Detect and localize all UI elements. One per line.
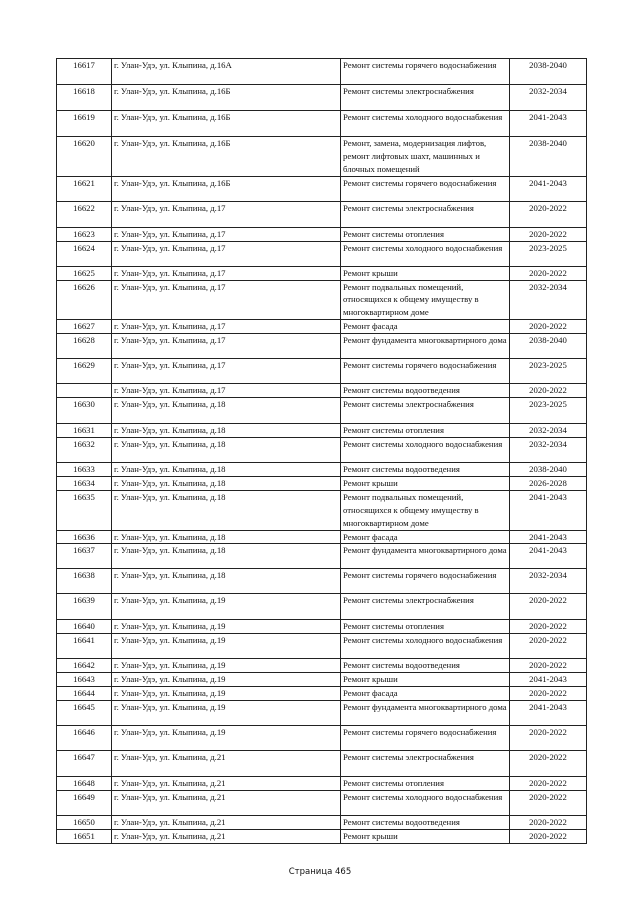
period-cell: 2041-2043	[510, 544, 587, 569]
work-type-cell: Ремонт системы отопления	[341, 777, 510, 791]
work-type-cell: Ремонт, замена, модернизация лифтов, ремонт лифтовых шахт, машинных и блочных помещений	[341, 137, 510, 177]
address-cell: г. Улан-Удэ, ул. Клыпина, д.19	[112, 659, 341, 673]
period-cell: 2041-2043	[510, 111, 587, 137]
address-cell: г. Улан-Удэ, ул. Клыпина, д.17	[112, 359, 341, 384]
period-cell: 2032-2034	[510, 85, 587, 111]
table-row	[57, 241, 587, 266]
period-cell: 2026-2028	[510, 476, 587, 490]
row-number: 16634	[57, 476, 112, 490]
period-cell: 2023-2025	[510, 241, 587, 266]
work-type-cell: Ремонт подвальных помещений, относящихся к общему имуществу в многоквартирном доме	[341, 490, 510, 530]
work-type-cell: Ремонт системы водоотведения	[341, 659, 510, 673]
address-cell: г. Улан-Удэ, ул. Клыпина, д.19	[112, 673, 341, 687]
period-cell: 2041-2043	[510, 176, 587, 201]
work-type-cell: Ремонт системы электроснабжения	[341, 751, 510, 777]
row-number: 16630	[57, 398, 112, 424]
row-number: 16637	[57, 544, 112, 569]
table-row	[57, 359, 587, 384]
work-type-cell: Ремонт фундамента многоквартирного дома	[341, 544, 510, 569]
work-type-cell: Ремонт системы отопления	[341, 620, 510, 634]
address-cell: г. Улан-Удэ, ул. Клыпина, д.16А	[112, 59, 341, 85]
row-number: 16617	[57, 59, 112, 85]
address-cell: г. Улан-Удэ, ул. Клыпина, д.19	[112, 620, 341, 634]
work-type-cell: Ремонт системы электроснабжения	[341, 201, 510, 227]
period-cell: 2032-2034	[510, 424, 587, 438]
period-cell: 2020-2022	[510, 320, 587, 334]
period-cell: 2020-2022	[510, 659, 587, 673]
table-row	[57, 476, 587, 490]
work-type-cell: Ремонт системы электроснабжения	[341, 594, 510, 620]
address-cell: г. Улан-Удэ, ул. Клыпина, д.16Б	[112, 85, 341, 111]
address-cell: г. Улан-Удэ, ул. Клыпина, д.19	[112, 634, 341, 659]
period-cell: 2020-2022	[510, 777, 587, 791]
table-row	[57, 751, 587, 777]
address-cell: г. Улан-Удэ, ул. Клыпина, д.21	[112, 777, 341, 791]
row-number: 16645	[57, 701, 112, 726]
row-number: 16628	[57, 334, 112, 359]
work-type-cell: Ремонт фундамента многоквартирного дома	[341, 334, 510, 359]
address-cell: г. Улан-Удэ, ул. Клыпина, д.18	[112, 490, 341, 530]
period-cell: 2020-2022	[510, 594, 587, 620]
row-number: 16621	[57, 176, 112, 201]
address-cell: г. Улан-Удэ, ул. Клыпина, д.18	[112, 437, 341, 462]
period-cell: 2023-2025	[510, 398, 587, 424]
work-type-cell: Ремонт системы водоотведения	[341, 384, 510, 398]
table-row	[57, 620, 587, 634]
period-cell: 2041-2043	[510, 701, 587, 726]
row-number: 16638	[57, 569, 112, 594]
work-type-cell: Ремонт системы электроснабжения	[341, 398, 510, 424]
table-row	[57, 701, 587, 726]
table-row	[57, 266, 587, 280]
address-cell: г. Улан-Удэ, ул. Клыпина, д.21	[112, 815, 341, 829]
work-type-cell: Ремонт системы водоотведения	[341, 462, 510, 476]
address-cell: г. Улан-Удэ, ул. Клыпина, д.18	[112, 424, 341, 438]
address-cell: г. Улан-Удэ, ул. Клыпина, д.18	[112, 398, 341, 424]
table-row	[57, 462, 587, 476]
work-type-cell: Ремонт системы холодного водоснабжения	[341, 111, 510, 137]
row-number: 16649	[57, 790, 112, 815]
work-type-cell: Ремонт системы холодного водоснабжения	[341, 241, 510, 266]
period-cell: 2038-2040	[510, 59, 587, 85]
work-type-cell: Ремонт системы отопления	[341, 227, 510, 241]
period-cell: 2023-2025	[510, 359, 587, 384]
table-row	[57, 111, 587, 137]
address-cell: г. Улан-Удэ, ул. Клыпина, д.17	[112, 334, 341, 359]
row-number: 16651	[57, 829, 112, 843]
address-cell: г. Улан-Удэ, ул. Клыпина, д.17	[112, 384, 341, 398]
table-row	[57, 594, 587, 620]
period-cell: 2020-2022	[510, 384, 587, 398]
row-number: 16646	[57, 726, 112, 751]
row-number: 16632	[57, 437, 112, 462]
work-type-cell: Ремонт системы горячего водоснабжения	[341, 569, 510, 594]
address-cell: г. Улан-Удэ, ул. Клыпина, д.17	[112, 280, 341, 320]
address-cell: г. Улан-Удэ, ул. Клыпина, д.16Б	[112, 137, 341, 177]
work-type-cell: Ремонт системы холодного водоснабжения	[341, 437, 510, 462]
row-number: 16619	[57, 111, 112, 137]
row-number: 16642	[57, 659, 112, 673]
period-cell: 2020-2022	[510, 790, 587, 815]
period-cell: 2038-2040	[510, 334, 587, 359]
work-type-cell: Ремонт системы водоотведения	[341, 815, 510, 829]
work-schedule-table	[56, 58, 587, 844]
row-number: 16650	[57, 815, 112, 829]
row-number	[57, 384, 112, 398]
period-cell: 2032-2034	[510, 569, 587, 594]
row-number: 16623	[57, 227, 112, 241]
period-cell: 2020-2022	[510, 815, 587, 829]
row-number: 16639	[57, 594, 112, 620]
period-cell: 2020-2022	[510, 266, 587, 280]
row-number: 16644	[57, 687, 112, 701]
row-number: 16643	[57, 673, 112, 687]
row-number: 16635	[57, 490, 112, 530]
address-cell: г. Улан-Удэ, ул. Клыпина, д.19	[112, 594, 341, 620]
table-row	[57, 398, 587, 424]
table-row	[57, 726, 587, 751]
address-cell: г. Улан-Удэ, ул. Клыпина, д.16Б	[112, 111, 341, 137]
table-row	[57, 137, 587, 177]
work-type-cell: Ремонт крыши	[341, 673, 510, 687]
table-body	[57, 59, 587, 844]
table-row	[57, 85, 587, 111]
address-cell: г. Улан-Удэ, ул. Клыпина, д.19	[112, 687, 341, 701]
address-cell: г. Улан-Удэ, ул. Клыпина, д.18	[112, 569, 341, 594]
table-row	[57, 634, 587, 659]
address-cell: г. Улан-Удэ, ул. Клыпина, д.18	[112, 530, 341, 544]
row-number: 16629	[57, 359, 112, 384]
work-type-cell: Ремонт системы отопления	[341, 424, 510, 438]
address-cell: г. Улан-Удэ, ул. Клыпина, д.18	[112, 544, 341, 569]
table-row	[57, 659, 587, 673]
work-type-cell: Ремонт фасада	[341, 320, 510, 334]
row-number: 16626	[57, 280, 112, 320]
table-row	[57, 687, 587, 701]
row-number: 16625	[57, 266, 112, 280]
table-row	[57, 490, 587, 530]
table-row	[57, 777, 587, 791]
work-type-cell: Ремонт системы электроснабжения	[341, 85, 510, 111]
row-number: 16640	[57, 620, 112, 634]
period-cell: 2041-2043	[510, 673, 587, 687]
address-cell: г. Улан-Удэ, ул. Клыпина, д.17	[112, 241, 341, 266]
address-cell: г. Улан-Удэ, ул. Клыпина, д.21	[112, 829, 341, 843]
row-number: 16633	[57, 462, 112, 476]
row-number: 16618	[57, 85, 112, 111]
period-cell: 2020-2022	[510, 227, 587, 241]
row-number: 16636	[57, 530, 112, 544]
work-type-cell: Ремонт системы холодного водоснабжения	[341, 790, 510, 815]
work-type-cell: Ремонт крыши	[341, 476, 510, 490]
table-row	[57, 544, 587, 569]
address-cell: г. Улан-Удэ, ул. Клыпина, д.17	[112, 320, 341, 334]
work-type-cell: Ремонт фасада	[341, 530, 510, 544]
address-cell: г. Улан-Удэ, ул. Клыпина, д.19	[112, 701, 341, 726]
period-cell: 2020-2022	[510, 620, 587, 634]
table-row	[57, 280, 587, 320]
address-cell: г. Улан-Удэ, ул. Клыпина, д.16Б	[112, 176, 341, 201]
period-cell: 2020-2022	[510, 687, 587, 701]
address-cell: г. Улан-Удэ, ул. Клыпина, д.21	[112, 751, 341, 777]
row-number: 16627	[57, 320, 112, 334]
table-row	[57, 227, 587, 241]
work-type-cell: Ремонт крыши	[341, 829, 510, 843]
address-cell: г. Улан-Удэ, ул. Клыпина, д.19	[112, 726, 341, 751]
table-row	[57, 530, 587, 544]
table-row	[57, 569, 587, 594]
work-type-cell: Ремонт системы холодного водоснабжения	[341, 634, 510, 659]
work-type-cell: Ремонт системы горячего водоснабжения	[341, 726, 510, 751]
period-cell: 2020-2022	[510, 634, 587, 659]
address-cell: г. Улан-Удэ, ул. Клыпина, д.17	[112, 266, 341, 280]
table-row	[57, 437, 587, 462]
row-number: 16622	[57, 201, 112, 227]
work-type-cell: Ремонт крыши	[341, 266, 510, 280]
row-number: 16631	[57, 424, 112, 438]
period-cell: 2032-2034	[510, 437, 587, 462]
address-cell: г. Улан-Удэ, ул. Клыпина, д.17	[112, 201, 341, 227]
page-number: Страница 465	[288, 867, 352, 877]
table-row	[57, 829, 587, 843]
address-cell: г. Улан-Удэ, ул. Клыпина, д.18	[112, 476, 341, 490]
period-cell: 2038-2040	[510, 137, 587, 177]
row-number: 16624	[57, 241, 112, 266]
period-cell: 2020-2022	[510, 201, 587, 227]
row-number: 16648	[57, 777, 112, 791]
work-type-cell: Ремонт подвальных помещений, относящихся к общему имуществу в многоквартирном доме	[341, 280, 510, 320]
period-cell: 2020-2022	[510, 829, 587, 843]
row-number: 16647	[57, 751, 112, 777]
row-number: 16620	[57, 137, 112, 177]
work-type-cell: Ремонт системы горячего водоснабжения	[341, 176, 510, 201]
period-cell: 2041-2043	[510, 490, 587, 530]
period-cell: 2041-2043	[510, 530, 587, 544]
address-cell: г. Улан-Удэ, ул. Клыпина, д.17	[112, 227, 341, 241]
table-row	[57, 59, 587, 85]
row-number: 16641	[57, 634, 112, 659]
address-cell: г. Улан-Удэ, ул. Клыпина, д.21	[112, 790, 341, 815]
period-cell: 2020-2022	[510, 726, 587, 751]
work-type-cell: Ремонт системы горячего водоснабжения	[341, 59, 510, 85]
period-cell: 2038-2040	[510, 462, 587, 476]
table-row	[57, 320, 587, 334]
work-type-cell: Ремонт фундамента многоквартирного дома	[341, 701, 510, 726]
table-row	[57, 790, 587, 815]
address-cell: г. Улан-Удэ, ул. Клыпина, д.18	[112, 462, 341, 476]
period-cell: 2032-2034	[510, 280, 587, 320]
period-cell: 2020-2022	[510, 751, 587, 777]
table-row	[57, 424, 587, 438]
work-type-cell: Ремонт фасада	[341, 687, 510, 701]
table-row	[57, 201, 587, 227]
table-row	[57, 334, 587, 359]
work-type-cell: Ремонт системы горячего водоснабжения	[341, 359, 510, 384]
table-row	[57, 384, 587, 398]
table-row	[57, 176, 587, 201]
table-row	[57, 673, 587, 687]
table-row	[57, 815, 587, 829]
